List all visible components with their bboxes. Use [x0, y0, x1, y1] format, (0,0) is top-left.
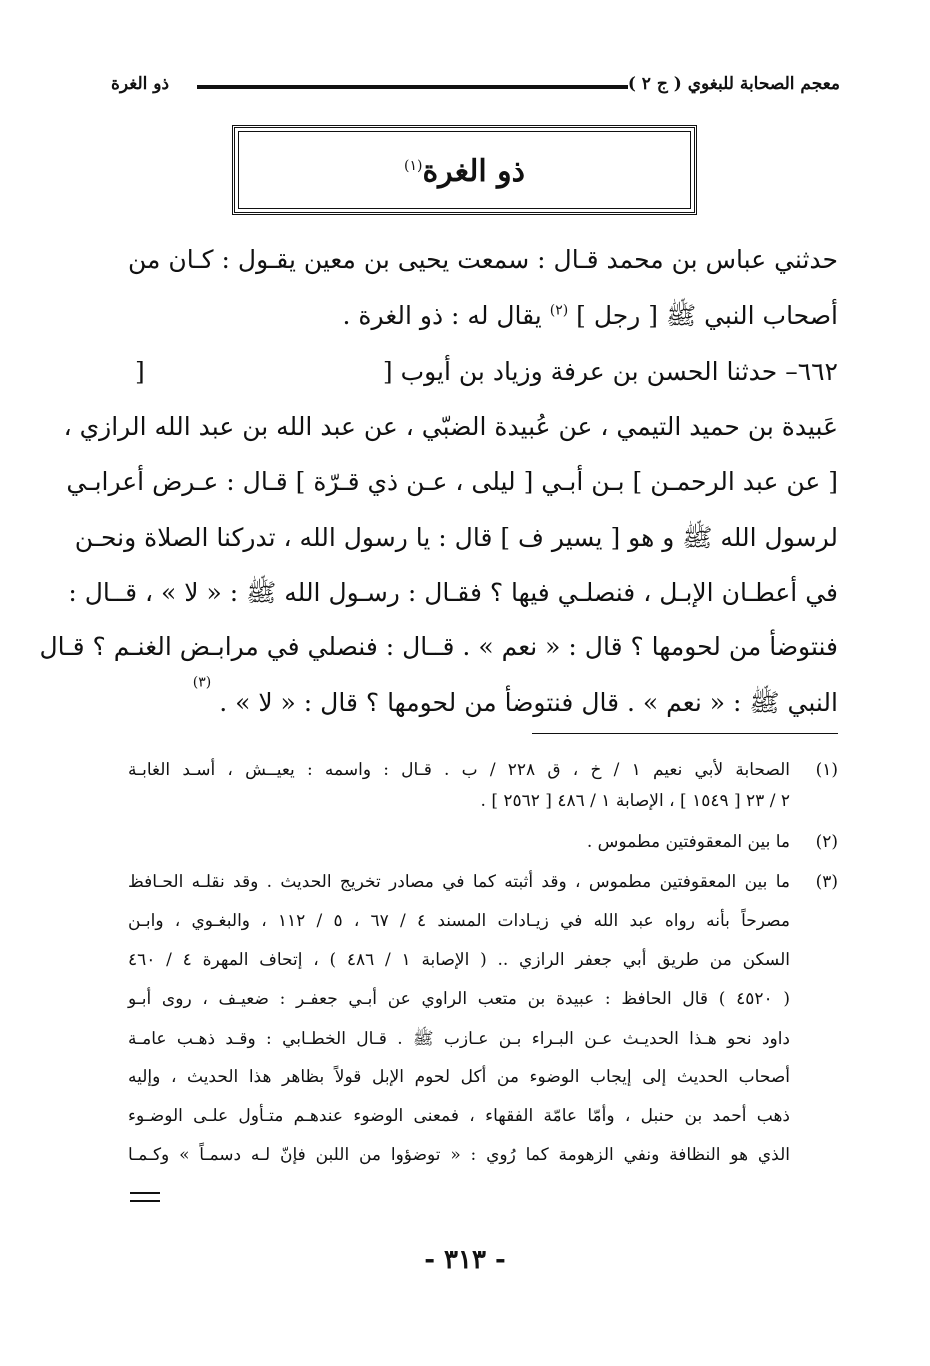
text-line: فنتوضأ من لحومها ؟ قال : « نعم » . قــال : فنصلي في مرابـض الغنـم ؟ قـال	[39, 632, 838, 661]
text-line: في أعطـان الإبـل ، فنصلـي فيها ؟ فقـال : رسـول الله ﷺ : « لا » ، قــال :	[68, 578, 838, 607]
footnote-line: ذهب أحمد بن حنبل ، وأمّا عامّة الفقهاء ، فمعنى الوضوء عندهـم متـأول علـى الوضـوء	[128, 1106, 790, 1126]
text-line: النبي ﷺ : « نعم » . قال فنتوضأ من لحومها ؟ قال : « لا » . $^{(٣)}$	[192, 674, 838, 717]
main-text	[39, 0, 838, 720]
text-line: عَبيدة بن حميد التيمي ، عن عُبيدة الضبّي ، عن عبد الله بن عبد الله الرازي ،	[63, 412, 838, 441]
text-line: [ عن عبد الرحمـن ] بـن أبـي [ ليلى ، عـن ذي قـرّة ] قـال : عـرض أعرابـي	[66, 467, 838, 496]
text-line: لرسول الله ﷺ و هو [ يسير ف ] قال : يا رسول الله ، تدركنا الصلاة ونحـن	[74, 523, 838, 552]
section-title-text: ذو الغرة	[422, 154, 525, 189]
text-line: أصحاب النبي ﷺ [ رجل ] $^{(٢)}$ يقال له : ذو الغرة .	[342, 301, 838, 330]
text-line: حدثني عباس بن محمد قـال : سمعت يحيى بن معين يقـول : كـان من	[128, 245, 838, 274]
header-book-title: معجم الصحابة للبغوي ( ج ٢ )	[627, 74, 840, 94]
footnote-line: الصحابة لأبي نعيم ١ / خ ، ق ٢٢٨ / ب . قـال : واسمه : يعيــش ، أسـد الغابـة	[128, 760, 791, 780]
footnote-line: ٢ / ٢٣ [ ١٥٤٩ ] ، الإصابة ١ / ٤٨٦ [ ٢٥٦٢ ] .	[480, 791, 790, 811]
header-chapter: ذو الغرة	[111, 74, 170, 94]
footnote-line: ما بين المعقوفتين مطموس ، وقد أثبته كما في مصادر تخريج الحديث . وقد نقلـه الحـافظ	[128, 872, 790, 892]
footnote-line: السكن من طريق أبي جعفر الرازي .. ( الإصابة ١ / ٤٨٦ ) ، إتحاف المهرة ٤ / ٤٦٠	[128, 950, 790, 970]
footnote-line: ما بين المعقوفتين مطموس .	[586, 832, 790, 852]
closing-bracket: ]	[135, 357, 145, 386]
hadith-number-line: ٦٦٢– حدثنا الحسن بن عرفة وزياد بن أيوب [	[382, 357, 838, 386]
continuation-mark	[130, 1192, 160, 1202]
footnote-number: (٣)	[815, 872, 838, 892]
footnote-line: أصحاب الحديث إلى إيجاب الوضوء من أكل لحوم الإبل قولاً بظاهر هذا الحديث ، وإليه	[128, 1067, 790, 1087]
title-footnote-ref: (١)	[404, 158, 423, 174]
footnote-ref: (٣)	[192, 674, 212, 691]
footnote-number: (٢)	[815, 832, 838, 852]
footnote-separator	[532, 733, 838, 734]
footnote-line: مصرحاً بأنه رواه عبد الله في زيـادات المسند ٤ / ٦٧ ، ٥ / ١١٢ ، والبغـوي ، وابـن	[128, 911, 790, 931]
footnote-line: داود نحو هـذا الحديـث عـن البـراء بـن عـازب ﷺ . قـال الخطـابي : وقـد ذهـب عامـة	[128, 1029, 790, 1049]
page-number: - ٣١٣ -	[424, 1245, 506, 1275]
footnote-line: الذي هو النظافة ونفي الزهومة كما رُوي : « توضؤوا من اللبن فإنّ لـه دسمـاً » وكـمـا	[128, 1145, 790, 1165]
footnote-number: (١)	[815, 760, 838, 780]
footnote-ref: (٢)	[549, 302, 569, 319]
footnote-line: ( ٤٥٢٠ ) قال الحافظ : عبيدة بن متعب الراوي عن أبـي جعفـر : ضعيـف ، روى أبـو	[128, 989, 790, 1009]
